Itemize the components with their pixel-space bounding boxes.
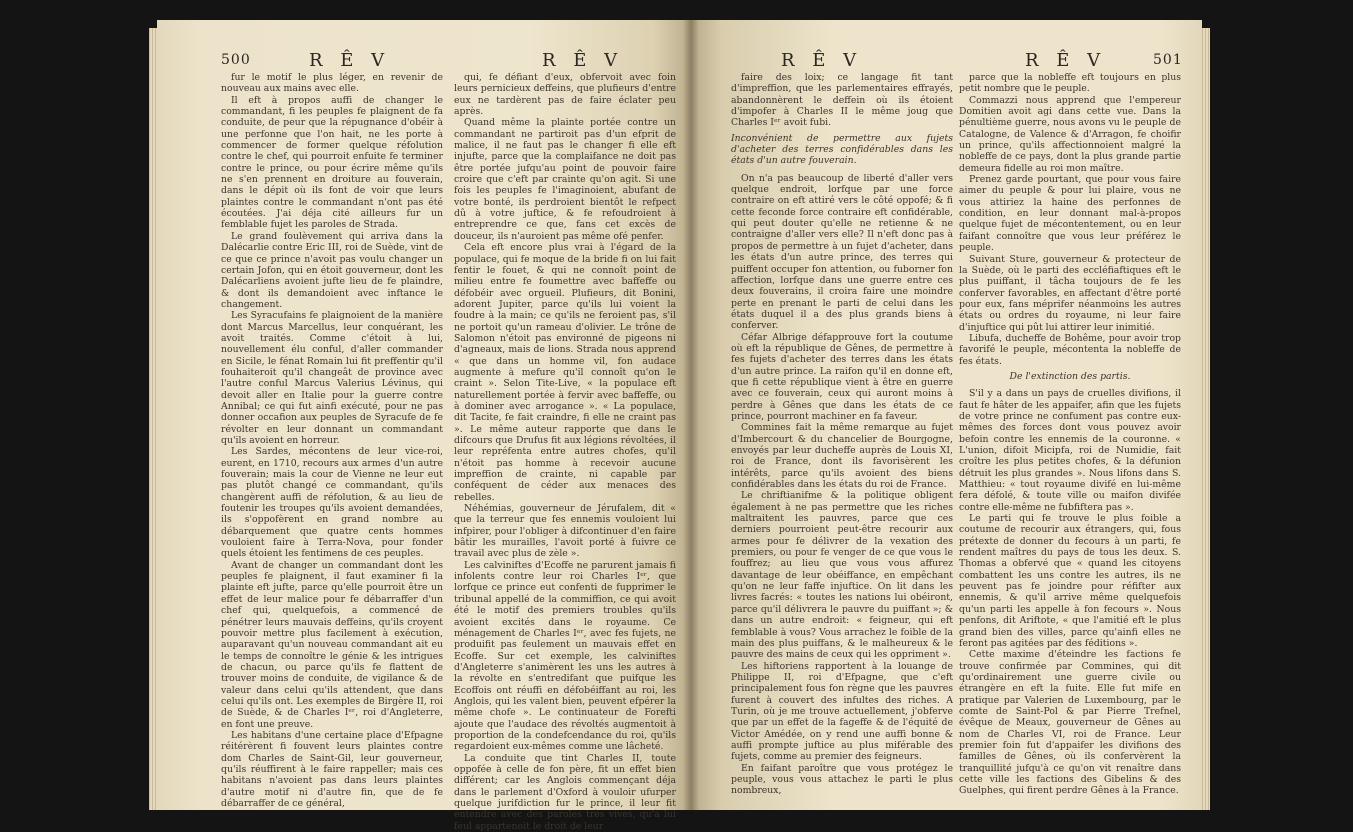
right-page-header xyxy=(691,52,1202,74)
page-number: 501 xyxy=(1153,52,1183,68)
paragraph: faire des loix; ce langage fit tant d'impreffion, que les parlementaires effrayés, abandonnèrent le deffein où ils étoient d'impofer à Charles II le même joug que Charles Iᵉʳ avoit fubi. xyxy=(731,72,953,129)
paragraph: Le parti qui fe trouve le plus foible a coutume de recourir aux étrangers, qui, fous prétexte de donner du fecours à un parti, fe rendent maîtres du pays de tous les deux. S. Thomas a obfervé que « quand les citoyens combattent les uns contre les autres, ils ne peuvent pas fe joindre pour réfifter aux ennemis, & qu'il arrive même quelquefois qu'un parti les appelle à fon fecours ». Nous penfons, dit Ariftote, « que l'amitié eft le plus grand bien des villes, parce qu'ainfi elles ne feront pas agitées par des féditions ». xyxy=(959,513,1181,649)
paragraph: Les habitans d'une certaine place d'Efpagne réitérèrent fi fouvent leurs plaintes contre dom Charles de Saint-Gil, leur gouverneur, qu'ils réuffirent à le faire rappeller; mais ces habitans n'avoient pas dans leurs plaintes d'autre motif ni d'autre fin, que de fe débarraffer de ce général, xyxy=(221,729,443,809)
paragraph: Inconvénient de permettre aux fujets d'acheter des terres confidérables dans les états d'un autre fouverain. xyxy=(731,132,953,167)
paragraph: Quand même la plainte portée contre un commandant ne partiroit pas d'un efprit de malice, il ne faut pas le changer fi elle eft injufte, parce que la complaifance ne doit pas être portée jufqu'au point de pouvoir faire croire que c'eft par crainte qu'on agit. Si une fois les peuples fe l'imaginoient, abufant de votre bonté, ils perdroient bientôt le refpect dû à votre juftice, & fe refoudroient à entreprendre ce que, fans cet excès de douceur, ils n'auroient pas même ofé penfer. xyxy=(454,117,676,242)
text-column xyxy=(221,72,443,809)
running-head: R Ê V xyxy=(542,50,624,71)
paragraph: Cette maxime d'éteindre les factions fe trouve confirmée par Commines, qui dit qu'ordinairement une guerre civile ou étrangère en eft la fuite. Elle fut mife en pratique par Valerien de Luxembourg, par le comte de Saint-Pol & par Pierre Trefnel, évêque de Meaux, gouverneur de Gênes au nom de Charles VI, roi de France. Leur premier foin fut d'appaifer les divifions des familles de Gênes, où ils confervèrent la tranquillité jufqu'à ce qu'on vit renaître dans cette ville les factions des Gibelins & des Guelphes, qui firent perdre Gênes à la France. xyxy=(959,649,1181,797)
left-page-header xyxy=(157,52,691,74)
text-column xyxy=(731,72,953,802)
paragraph: En faifant paroître que vous protégez le peuple, vous vous attachez le parti le plus nombreux, xyxy=(731,762,953,797)
paragraph: Commazzi nous apprend que l'empereur Domitien avoit agi dans cette vue. Dans la pénultième guerre, nous avons vu le peuple de Catalogne, de Valence & d'Arragon, fe choifir un prince, qu'ils affectionnoient malgré la nobleffe de ce pays, dont la plus grande partie demeura fidelle au roi mon maître. xyxy=(959,94,1181,174)
paragraph: Il eft à propos auffi de changer le commandant, fi les peuples fe plaignent de fa conduite, de peur que la répugnance d'obéir à une perfonne que l'on hait, ne les porte à commencer de former quelque réfolution contre le chef, qui pourroit enfuite fe terminer contre le prince, ou pour écrire même qu'ils ne s'en prennent en droiture au fouverain, dans le dépit où ils font de voir que leurs plaintes contre le commandant n'ont pas été écoutées. J'ai déja cité ailleurs fur un femblable fujet les paroles de Strada. xyxy=(221,94,443,231)
right-page xyxy=(691,20,1202,810)
paragraph: Avant de changer un commandant dont les peuples fe plaignent, il faut examiner fi la plainte eft jufte, parce qu'elle pourroit être un effet de leur malice pour fe débarraffer d'un chef qui, quelquefois, a commencé de pénétrer leurs mauvais deffeins, qu'ils croyent pouvoir mettre plus facilement à exécution, auparavant qu'un nouveau commandant ait eu le temps de connoître le génie & les intrigues de chacun, ou parce qu'ils fe flattent de trouver moins de conduite, de vigilance & de valeur dans celui qu'ils attendent, que dans celui qu'ils ont. Les exemples de Birgère II, roi de Suède, & de Charles Iᵉʳ, roi d'Angleterre, en font une preuve. xyxy=(221,559,443,730)
paragraph: Les calviniftes d'Ecoffe ne parurent jamais fi infolents contre leur roi Charles Iᵉʳ, que lorfque ce prince eut confenti de fupprimer le tribunal appellé de la commiffion, ce qui avoit été le motif des premiers troubles qu'ils avoient excités dans le royaume. Ce ménagement de Charles Iᵉʳ, avec fes fujets, ne produifit pas feulement un mauvais effet en Ecoffe. Sur cet exemple, les calviniftes d'Angleterre s'animèrent les uns les autres à la révolte en s'entredifant que puifque les Ecoffois ont réuffi en défobéiffant au roi, les Anglois, qui les valent bien, peuvent efpérer la même chofe ». Le continuateur de Forefti ajoute que l'audace des révoltés augmentoit à proportion de la condefcendance du roi, qu'ils regardoient eux-mêmes comme une lâcheté. xyxy=(454,559,676,753)
paragraph: Les hiftoriens rapportent à la louange de Philippe II, roi d'Efpagne, que c'eft principalement fous fon règne que les pauvres furent à couvert des infultes des riches. A Turin, où je me trouve actuellement, j'obferve que par un effet de la fageffe & de l'équité de Victor Amédée, on y rend une auffi bonne & auffi prompte juftice au plus miférable des fujets, comme au premier des feigneurs. xyxy=(731,660,953,763)
paragraph: Libufa, ducheffe de Bohême, pour avoir trop favorifé le peuple, mécontenta la nobleffe de fes états. xyxy=(959,332,1181,367)
paragraph: Le grand foulèvement qui arriva dans la Dalécarlie contre Eric III, roi de Suède, vint de ce que ce prince n'avoit pas voulu changer un certain Jofon, qui en étoit gouverneur, dont les Dalécarliens avoient jufte lieu de fe plaindre, & dont ils demandoient avec inftance le changement. xyxy=(221,230,443,310)
paragraph: Les Sardes, mécontens de leur vice-roi, eurent, en 1710, recours aux armes d'un autre fouverain; mais la cour de Vienne ne leur eut pas plutôt changé ce commandant, qu'ils changèrent auffi de réfolution, & au lieu de foutenir les troupes qu'ils avoient demandées, ils s'oppofèrent en grand nombre au débarquement que quatre cents hommes vouloient faire à Terra-Nova, pour fonder quels étoient les fentimens de ces peuples. xyxy=(221,446,443,560)
book-gutter xyxy=(683,20,699,810)
text-column xyxy=(454,72,676,832)
left-page xyxy=(157,20,691,832)
right-page-edges xyxy=(1202,28,1210,810)
paragraph: S'il y a dans un pays de cruelles divifions, il faut fe hâter de les appaifer, afin que les fujets de votre prince ne confument pas contre eux-mêmes des forces dont vous pouvez avoir befoin contre les ennemis de la couronne. « L'union, difoit Micipfa, roi de Numidie, fait croître les plus petites chofes, & la défunion détruit les plus grandes ». Nous lifons dans S. Matthieu: « tout royaume divifé en lui-même fera défolé, & toute ville ou maifon divifée contre elle-même ne fubfiftera pas ». xyxy=(959,388,1181,513)
running-head: R Ê V xyxy=(781,50,863,71)
paragraph: Céfar Albrige défapprouve fort la coutume où eft la république de Gênes, de permettre à fes fujets d'acheter des terres dans les états d'un autre prince. La raifon qu'il en donne eft, que fi cette république vient à être en guerre avec ce fouverain, ceux qui auront moins à perdre à Gênes que dans les états de ce prince, pourront machiner en fa faveur. xyxy=(731,331,953,422)
paragraph: parce que la nobleffe eft toujours en plus petit nombre que le peuple. xyxy=(959,72,1181,95)
running-head: R Ê V xyxy=(1025,50,1107,71)
running-head: R Ê V xyxy=(309,50,391,71)
paragraph: La conduite que tint Charles II, toute oppofée à celle de fon père, fit un effet bien différent; car les Anglois commençant déja dans le parlement d'Oxford à vouloir ufurper quelque jurifdiction fur le prince, il leur fit entendre avec des paroles très vives, qu'à lui feul appartenoit le droit de leur xyxy=(454,752,676,832)
paragraph: Néhémias, gouverneur de Jérufalem, dit « que la terreur que fes ennemis vouloient lui infpirer, pour l'obliger à difcontinuer d'en faire bâtir les murailles, l'avoit porté à fuivre ce travail avec plus de zèle ». xyxy=(454,503,676,560)
paragraph: Commines fait la même remarque au fujet d'Imbercourt & du chancelier de Bourgogne, envoyés par leur ducheffe auprès de Louis XI, roi de France, dont ils favorisèrent les intérêts, parce qu'ils avoient des biens confidérables dans les états du roi de France. xyxy=(731,422,953,491)
paragraph: qui, fe défiant d'eux, obfervoit avec foin leurs pernicieux deffeins, que plufieurs d'entre eux ne tardèrent pas de faire éclater peu après. xyxy=(454,72,676,118)
page-number: 500 xyxy=(221,52,251,68)
paragraph: Suivant Sture, gouverneur & protecteur de la Suède, où le parti des eccléfiaftiques eft le plus puiffant, il tâcha toujours de fe les conferver favorables, en affectant d'être porté pour eux, fans méprifer néanmoins les autres états ou ordres du royaume, ni leur faire d'injuftice qui pût lui attirer leur inimitié. xyxy=(959,253,1181,333)
paragraph: On n'a pas beaucoup de liberté d'aller vers quelque endroit, lorfque par une force contraire on eft attiré vers le côté oppofé; & fi cette feconde force contraire eft confidérable, qui peut douter qu'elle ne retienne & ne contraigne d'aller vers elle? Il n'eft donc pas à propos de permettre à un fujet d'acheter, dans les états d'un autre prince, des terres qui puiffent occuper fon attention, ou fuborner fon affection, lorfque dans une guerre entre ces deux fouverains, il croira faire une moindre perte en prenant le parti de celui dans les états duquel il a des plus grands biens à conferver. xyxy=(731,172,953,332)
text-column xyxy=(959,72,1181,802)
open-book xyxy=(157,20,1202,832)
left-page-edges xyxy=(149,28,157,810)
paragraph: fur le motif le plus léger, en revenir de nouveau aux mains avec elle. xyxy=(221,72,443,95)
paragraph: De l'extinction des partis. xyxy=(1009,370,1131,382)
paragraph: Cela eft encore plus vrai à l'égard de la populace, qui fe moque de la bride fi on lui fait fentir le fouet, & qui ne connoît point de milieu entre fe foumettre avec baffeffe ou défobéir avec orgueil. Plufieurs, dit Bonini, adorent Jupiter, parce qu'ils lui voient la foudre à la main; ce qu'ils ne feroient pas, s'il ne portoit qu'un rameau d'olivier. Le trône de Salomon n'étoit pas environné de pigeons ni d'agneaux, mais de lions. Strada nous apprend « que dans un homme vil, fon audace augmente à mefure qu'il connoît qu'on le craint ». Selon Tite-Live, « la populace eft naturellement portée à fervir avec baffeffe, ou à dominer avec arrogance ». « La populace, dit Tacite, fe fait craindre, fi elle ne craint pas ». Le même auteur rapporte que dans le difcours que Drufus fit aux légions révoltées, il leur repréfenta entre autres chofes, qu'il n'étoit pas homme à recevoir aucune impreffion de crainte, ni capable par conféquent de céder aux menaces des rebelles. xyxy=(454,242,676,503)
paragraph: Prenez garde pourtant, que pour vous faire aimer du peuple & pour lui plaire, vous ne vous attiriez la haine des perfonnes de condition, en leur donnant mal-à-propos quelque fujet de mécontentement, ou en leur faifant connoître que vous leur préférez le peuple. xyxy=(959,174,1181,254)
paragraph: Les Syracufains fe plaignoient de la manière dont Marcus Marcellus, leur conquérant, les avoit traités. Comme c'étoit à lui, nouvellement élu conful, d'aller commander en Sicile, le fénat Romain lui fit preffentir qu'il fouhaiteroit qu'il changeât de province avec l'autre conful Marcus Valerius Lévinus, qui devoit aller en Italie pour la guerre contre Annibal; ce qui fut ainfi exécuté, pour ne pas donner occafion aux peuples de Syracufe de fe révolter en leur donnant un commandant qu'ils avoient en horreur. xyxy=(221,310,443,446)
paragraph: Le chriftianifme & la politique obligent également à ne pas permettre que les riches maltraitent les pauvres, parce que ces derniers pourroient peut-être recourir aux armes pour fe délivrer de la vexation des premiers, ou pour fe venger de ce que vous le fouffrez; au lieu que vous vous affurez davantage de leur obéiffance, en empêchant qu'on ne leur faffe injuftice. On lit dans les livres facrés: « toutes les nations lui obéiront, parce qu'il délivrera le pauvre du puiffant »; & dans un autre endroit: « feigneur, qui eft femblable à vous? Vous arrachez le foible de la main des plus puiffans, & le malheureux & le pauvre des mains de ceux qui les oppriment ». xyxy=(731,490,953,661)
